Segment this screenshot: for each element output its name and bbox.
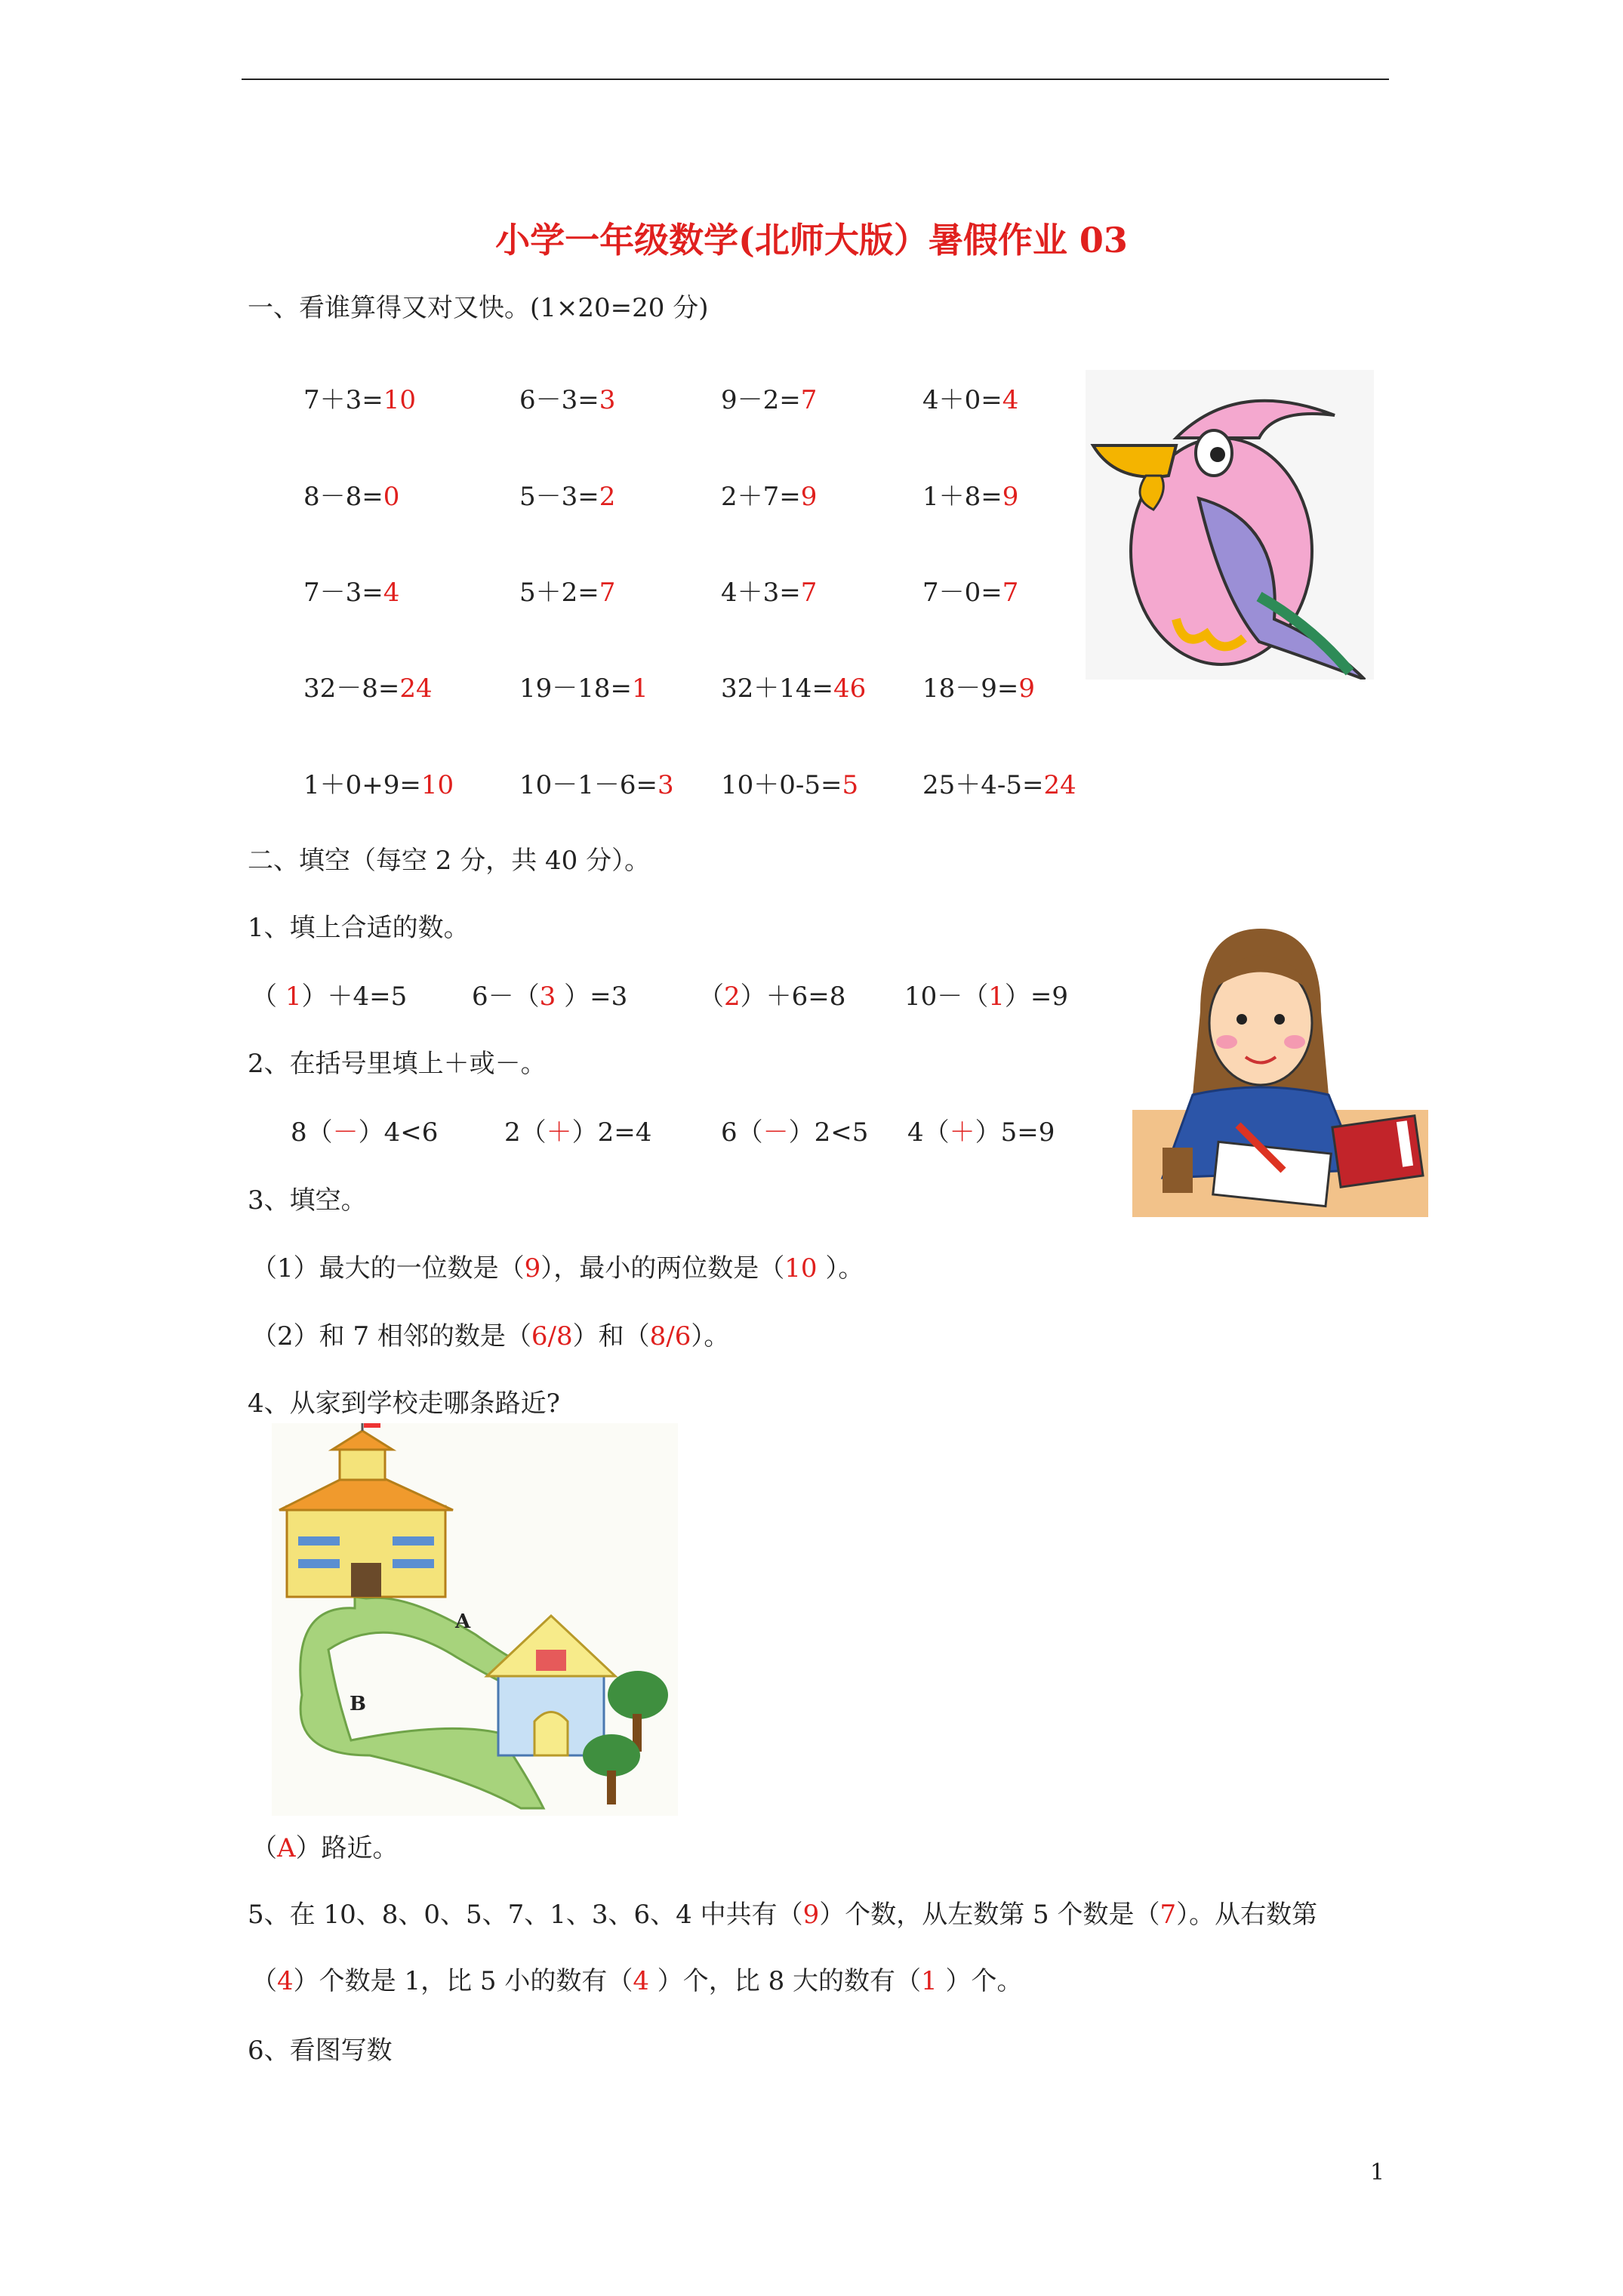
equation: 7＋3=10 [303,385,417,415]
equation: 7－0=7 [922,578,1019,608]
equation: 18－9=9 [922,673,1036,704]
equation: 4＋3=7 [721,578,818,608]
equation: 19－18=1 [519,673,648,704]
fill-operator-item: 8（－）4<6 [291,1117,439,1148]
question6-title: 6、看图写数 [248,2036,393,2066]
equation: 2＋7=9 [721,482,818,512]
path-a-label: A [455,1610,471,1633]
equation: 1＋0+9=10 [303,770,454,800]
question5-line2: （4）个数是 1，比 5 小的数有（4 ）个，比 8 大的数有（1 ）个。 [251,1966,1023,1996]
question2-title: 2、在括号里填上＋或－。 [248,1049,547,1079]
question5-line1: 5、在 10、8、0、5、7、1、3、6、4 中共有（9）个数，从左数第 5 个数是（7）。从右数第 [248,1900,1318,1930]
fill-number-item: 10－（1）=9 [904,982,1069,1012]
equation: 8－8=0 [303,482,400,512]
equation: 25＋4-5=24 [922,770,1076,800]
section1-heading: 一、看谁算得又对又快。(1×20=20 分) [248,293,709,323]
fill-number-item: 6－（3 ）=3 [472,982,628,1012]
equation: 10－1－6=3 [519,770,674,800]
question3-title: 3、填空。 [248,1185,367,1216]
parrot-illustration [1086,370,1374,680]
equation: 4＋0=4 [922,385,1019,415]
fill-operator-item: 6（－）2<5 [721,1117,869,1148]
path-b-label: B [350,1693,366,1715]
equation: 32－8=24 [303,673,433,704]
section2-heading: 二、填空（每空 2 分，共 40 分）。 [248,846,651,876]
fill-number-item: （2）＋6=8 [698,982,846,1012]
equation: 6－3=3 [519,385,616,415]
equation: 5－3=2 [519,482,616,512]
fill-operator-item: 2（＋）2=4 [504,1117,652,1148]
equation: 10＋0-5=5 [721,770,859,800]
fill-operator-item: 4（＋）5=9 [907,1117,1055,1148]
equation: 32＋14=46 [721,673,867,704]
page-number: 1 [1370,2159,1385,2186]
page-title: 小学一年级数学(北师大版）暑假作业 03 [495,220,1128,260]
fill-number-item: （ 1）＋4=5 [251,982,408,1012]
equation: 7－3=4 [303,578,400,608]
header-rule [242,79,1389,80]
equation: 1＋8=9 [922,482,1019,512]
equation: 9－2=7 [721,385,818,415]
question4-answer: （A）路近。 [251,1833,399,1863]
question1-title: 1、填上合适的数。 [248,913,470,943]
equation: 5＋2=7 [519,578,616,608]
question4-title: 4、从家到学校走哪条路近? [248,1388,560,1419]
question3-line1: （1）最大的一位数是（9），最小的两位数是（10 ）。 [251,1253,864,1284]
question3-line2: （2）和 7 相邻的数是（6/8）和（8/6）。 [251,1321,730,1351]
school-path-illustration [272,1423,678,1816]
girl-writing-illustration [1132,921,1428,1217]
